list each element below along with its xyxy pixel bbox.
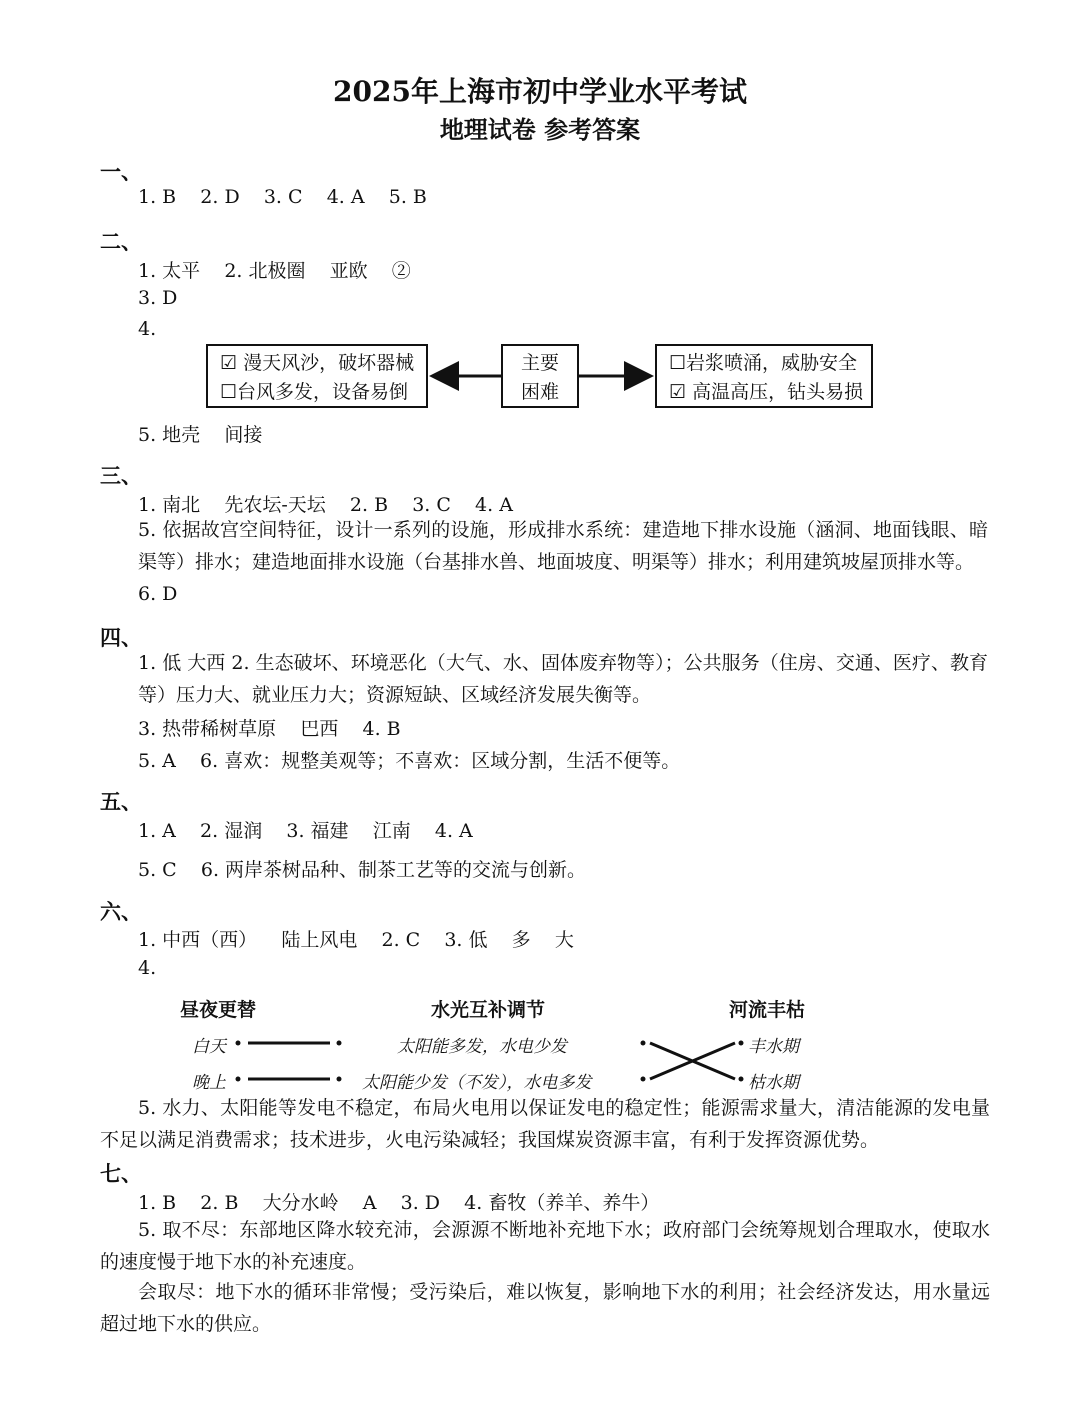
section-4-label: 四、 (100, 625, 142, 650)
s4-line-1: 1. 低 大西 2. 生态破坏、环境恶化（大气、水、固体废弃物等）；公共服务（住房、交通、医疗、教育等）压力大、就业压力大；资源短缺、区域经济发展失衡等。 (138, 652, 988, 706)
s4-line-3: 5. A 6. 喜欢：规整美观等；不喜欢：区域分割，生活不便等。 (138, 750, 681, 772)
section-3-label: 三、 (100, 463, 142, 488)
s6-line-3: 5. 水力、太阳能等发电不稳定，布局火电用以保证发电的稳定性；能源需求量大，清洁能源的发电量不足以满足消费需求；技术进步，火电污染减轻；我国煤炭资源丰富，有利于发挥资源优势。 (100, 1097, 990, 1151)
s7-line-2: 5. 取不尽：东部地区降水较充沛，会源源不断地补充地下水；政府部门会统筹规划合理取水，使取水的速度慢于地下水的补充速度。 (100, 1219, 990, 1273)
center-label-2: 困难 (520, 381, 559, 403)
s5-line-2: 5. C 6. 两岸茶树品种、制茶工艺等的交流与创新。 (138, 859, 587, 881)
s2-line-2: 3. D (138, 287, 178, 309)
match-right-dry: 枯水期 (748, 1073, 799, 1093)
s3-line-1: 1. 南北 先农坛-天坛 2. B 3. C 4. A (138, 494, 513, 516)
match-mid-2: 太阳能少发（不发），水电多发 (362, 1073, 592, 1093)
match-left-night: 晚上 (192, 1073, 226, 1093)
section-2-label: 二、 (100, 229, 142, 254)
s3-line-2: 5. 依据故宫空间特征，设计一系列的设施，形成排水系统：建造地下排水设施（涵洞、地面钱眼、暗渠等）排水；建造地面排水设施（台基排水兽、地面坡度、明渠等）排水；利用建筑坡屋顶排水等。 (138, 519, 988, 573)
s2-line-1: 1. 太平 2. 北极圈 亚欧 ② (138, 260, 411, 282)
s1-answers: 1. B 2. D 3. C 4. A 5. B (138, 186, 427, 208)
match-mid-1: 太阳能多发，水电少发 (397, 1037, 567, 1057)
s4-line-2: 3. 热带稀树草原 巴西 4. B (138, 718, 401, 740)
dot-mid-1-right (641, 1041, 646, 1046)
match-right-wet: 丰水期 (748, 1037, 799, 1057)
dot-mid-1-left (337, 1041, 342, 1046)
s2-line-4: 5. 地壳 间接 (138, 424, 263, 446)
section-5-label: 五、 (100, 789, 142, 814)
s3-line-3: 6. D (138, 583, 178, 605)
section-7-label: 七、 (100, 1161, 142, 1186)
dot-mid-2-right (641, 1077, 646, 1082)
right-option-2: ☑ 高温高压，钻头易损 (669, 381, 864, 403)
page-title: 2025年上海市初中学业水平考试 (333, 75, 747, 108)
s5-line-1: 1. A 2. 湿润 3. 福建 江南 4. A (138, 820, 473, 842)
match-lines (0, 1020, 1080, 1100)
s2-line-3: 4. (138, 318, 157, 340)
match-header-left: 昼夜更替 (180, 999, 257, 1021)
center-label-1: 主要 (520, 352, 559, 374)
section-6-label: 六、 (100, 899, 142, 924)
dot-dry (739, 1077, 744, 1082)
section-1-label: 一、 (100, 159, 142, 184)
page-subtitle: 地理试卷 参考答案 (439, 115, 641, 144)
s6-line-1: 1. 中西（西） 陆上风电 2. C 3. 低 多 大 (138, 929, 574, 951)
dot-day (236, 1041, 241, 1046)
diagram-arrows (0, 0, 1080, 420)
match-header-right: 河流丰枯 (729, 999, 806, 1021)
match-left-day: 白天 (192, 1037, 226, 1057)
left-option-1: ☑ 漫天风沙，破坏器械 (220, 352, 415, 374)
dot-night (236, 1077, 241, 1082)
left-option-2: ☐台风多发，设备易倒 (220, 381, 409, 403)
right-option-1: ☐岩浆喷涌，威胁安全 (669, 352, 858, 374)
s7-line-1: 1. B 2. B 大分水岭 A 3. D 4. 畜牧（养羊、养牛） (138, 1192, 660, 1214)
dot-wet (739, 1041, 744, 1046)
dot-mid-2-left (337, 1077, 342, 1082)
s7-line-3: 会取尽：地下水的循环非常慢；受污染后，难以恢复，影响地下水的利用；社会经济发达，用水量远超过地下水的供应。 (100, 1281, 990, 1335)
match-header-middle: 水光互补调节 (431, 999, 546, 1021)
s6-line-2: 4. (138, 957, 157, 979)
